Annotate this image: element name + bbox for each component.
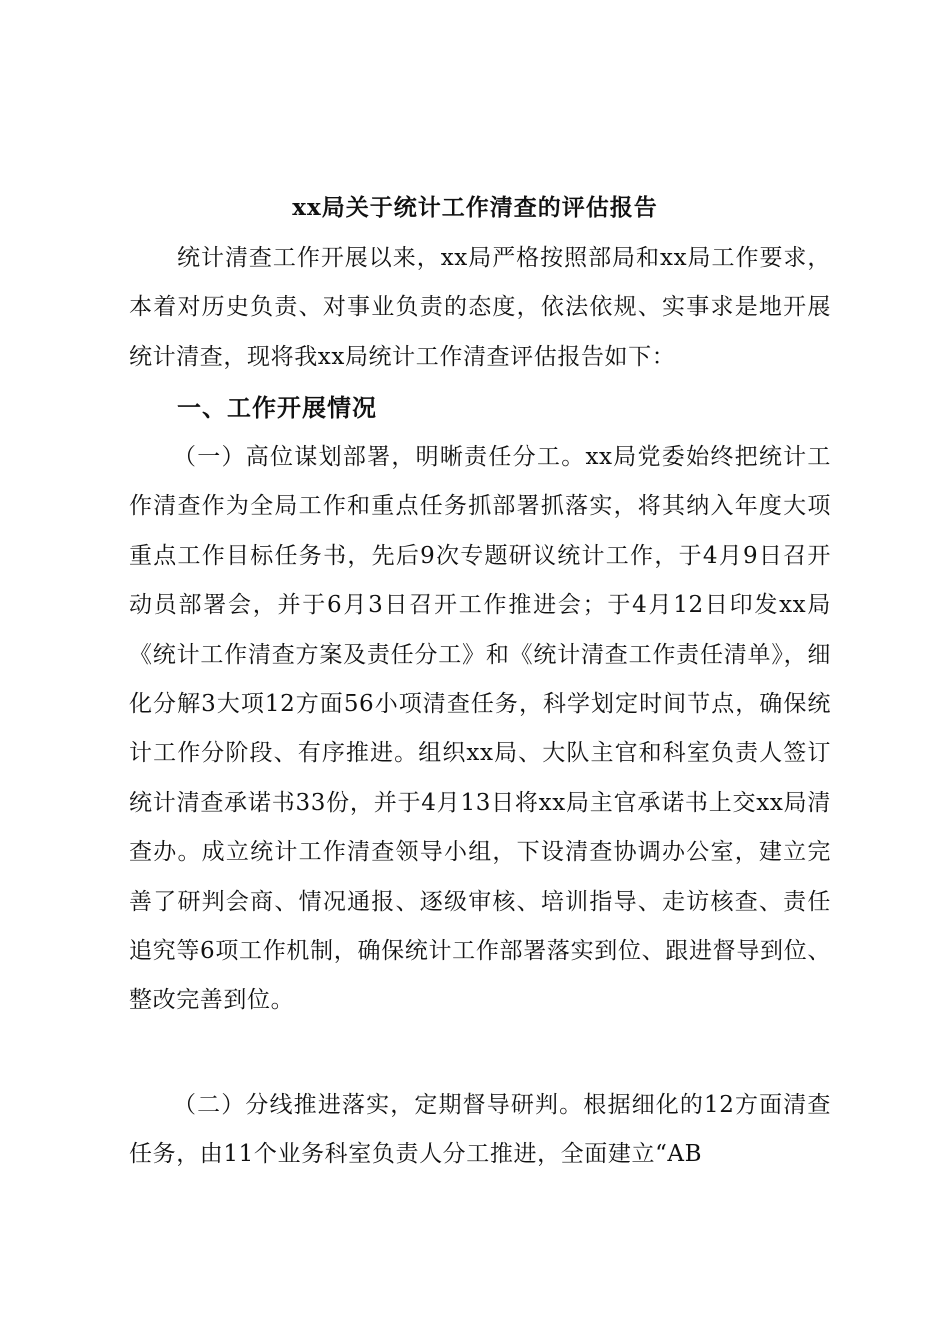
paragraph-planning-deployment: （一）高位谋划部署，明晰责任分工。xx局党委始终把统计工作清查作为全局工作和重点任务抓部署抓落实，将其纳入年度大项重点工作目标任务书，先后9次专题研议统计工作，于4月9日召开动员部署会，并于6月3日召开工作推进会；于4月12日印发xx局《统计工作清查方案及责任分工》和《统计清查工作责任清单》，细化分解3大项12方面56小项清查任务，科学划定时间节点，确保统计工作分阶段、有序推进。组织xx局、大队主官和科室负责人签订统计清查承诺书33份，并于4月13日将xx局主官承诺书上交xx局清查办。成立统计工作清查领导小组，下设清查协调办公室，建立完善了研判会商、情况通报、逐级审核、培训指导、走访核查、责任追究等6项工作机制，确保统计工作部署落实到位、跟进督导到位、整改完善到位。	[129, 444, 831, 1014]
document-title: xx局关于统计工作清查的评估报告	[292, 194, 658, 221]
paragraph-implementation-supervision: （二）分线推进落实，定期督导研判。根据细化的12方面清查任务，由11个业务科室负责人分工推进，全面建立“AB	[129, 1092, 831, 1168]
section-heading-work-progress: 一、工作开展情况	[177, 393, 377, 422]
intro-paragraph: 统计清查工作开展以来，xx局严格按照部局和xx局工作要求，本着对历史负责、对事业负责的态度，依法依规、实事求是地开展统计清查，现将我xx局统计工作清查评估报告如下：	[129, 245, 831, 370]
